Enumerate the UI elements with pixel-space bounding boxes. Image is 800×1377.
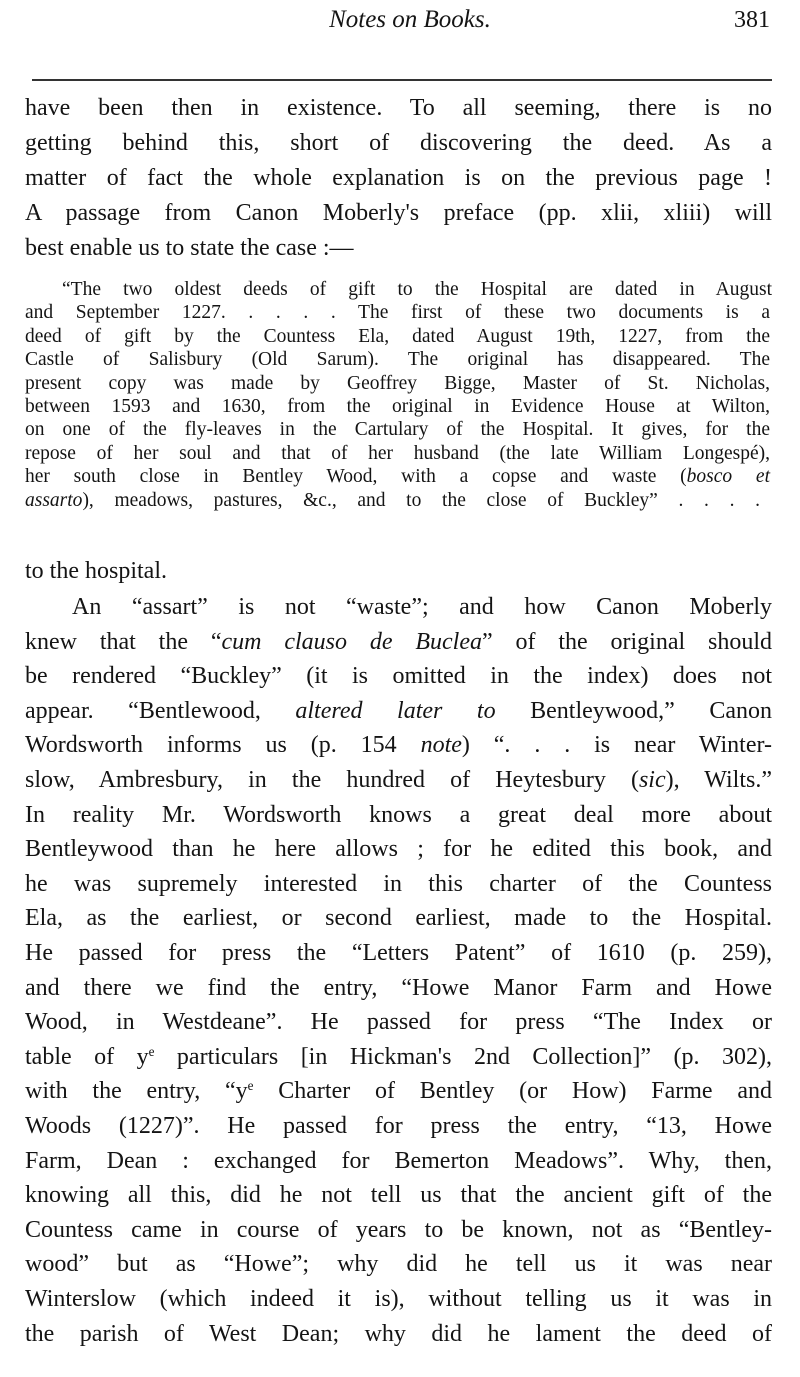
para2-line	[25, 835, 772, 864]
para2-line	[25, 1008, 772, 1037]
para1-line	[25, 164, 772, 193]
quote-line	[25, 396, 770, 419]
quote-line	[25, 349, 770, 372]
text-run: best enable us to state the case :—	[25, 235, 354, 261]
text-run: Countess came in course of years to be known, not as “Bentley-	[25, 1216, 772, 1243]
text-run: Bentleywood,” Canon	[495, 697, 772, 724]
quote-line	[25, 373, 770, 396]
text-run: Wordsworth informs us (p. 154	[25, 732, 421, 759]
quote-line	[25, 466, 770, 489]
text-run: to the hospital.	[25, 558, 167, 584]
para2-line	[25, 1320, 772, 1349]
superscript: e	[247, 1078, 254, 1094]
text-run: particulars [in Hickman's 2nd Collection]” (p. 302),	[154, 1043, 772, 1070]
text-run: table of y	[25, 1043, 149, 1070]
para2-line	[72, 593, 772, 622]
quote-line	[25, 419, 770, 442]
header-rule	[32, 79, 772, 81]
text-run: An “assart” is not “waste”; and how Canon Moberly	[72, 594, 772, 620]
para2-line	[25, 904, 772, 933]
para2-line	[25, 766, 772, 795]
italic-run: cum clauso de Buclea	[221, 628, 482, 655]
text-run: with the entry, “y	[25, 1078, 248, 1105]
text-run: repose of her soul and that of her husband (the late William Longespé),	[25, 442, 770, 464]
text-run: ), Wilts.”	[665, 767, 772, 793]
text-run: ” of the original should	[481, 628, 772, 655]
quote-line	[25, 490, 760, 513]
text-run: slow, Ambresbury, in the hundred of Heytesbury (	[25, 767, 639, 793]
para1-line	[25, 129, 772, 158]
italic-run: note	[420, 732, 462, 759]
para2-line	[25, 1181, 772, 1210]
para1-line	[25, 234, 772, 263]
para2-line	[25, 870, 772, 899]
text-run: deed of gift by the Countess Ela, dated August 19th, 1227, from the	[25, 325, 770, 347]
para1-line	[25, 199, 772, 228]
text-run: present copy was made by Geoffrey Bigge, Master of St. Nicholas,	[25, 372, 770, 394]
text-run: In reality Mr. Wordsworth knows a great deal more about	[25, 801, 772, 828]
running-title: Notes on Books.	[329, 6, 491, 33]
para2-line	[25, 1250, 772, 1279]
text-run: be rendered “Buckley” (it is omitted in the index) does not	[25, 663, 772, 690]
text-run: Wood, in Westdeane”. He passed for press “The Index or	[25, 1009, 772, 1036]
para2-line	[25, 1112, 772, 1141]
text-run: Farm, Dean : exchanged for Bemerton Meadows”. Why, then,	[25, 1147, 772, 1174]
text-run: ), meadows, pastures, &c., and to the close of Buckley” . . . .	[82, 489, 760, 511]
text-run: appear. “Bentlewood,	[25, 697, 296, 724]
text-run: knowing all this, did he not tell us that the ancient gift of the	[25, 1182, 772, 1209]
italic-run: altered later to	[295, 697, 496, 724]
para2-line	[25, 731, 772, 760]
page-number: 381	[734, 7, 770, 33]
text-run: and there we find the entry, “Howe Manor Farm and Howe	[25, 974, 772, 1001]
para2-line	[25, 1147, 772, 1176]
superscript: e	[148, 1043, 155, 1059]
text-run: ) “. . . is near Winter-	[461, 732, 773, 759]
para2-line	[25, 1285, 772, 1314]
text-run: the parish of West Dean; why did he lament the deed of	[25, 1320, 772, 1347]
text-run: Charter of Bentley (or How) Farme and	[253, 1078, 772, 1105]
text-run: and September 1227. . . . . The first of these two documents is a	[25, 302, 770, 324]
italic-run: bosco et	[686, 466, 770, 488]
text-run: “The two oldest deeds of gift to the Hospital are dated in August	[62, 279, 772, 300]
text-run: A passage from Canon Moberly's preface (pp. xlii, xliii) will	[25, 200, 772, 226]
para2-line	[25, 974, 772, 1003]
para2-line	[25, 697, 772, 726]
text-run: matter of fact the whole explanation is on the previous page !	[25, 165, 772, 191]
quote-line	[62, 279, 772, 302]
italic-run: sic	[638, 767, 666, 793]
text-run: between 1593 and 1630, from the original in Evidence House at Wilton,	[25, 396, 770, 417]
text-run: Winterslow (which indeed it is), without telling us it was in	[25, 1286, 772, 1312]
para1-line	[25, 94, 772, 123]
text-run: her south close in Bentley Wood, with a copse and waste (	[25, 466, 687, 488]
text-run: Castle of Salisbury (Old Sarum). The original has disappeared. The	[25, 349, 770, 371]
quote-line	[25, 443, 770, 466]
para2-line	[25, 1216, 772, 1245]
para2-line	[25, 1043, 772, 1072]
text-run: on one of the fly-leaves in the Cartulary of the Hospital. It gives, for the	[25, 419, 770, 441]
text-run: getting behind this, short of discovering the deed. As a	[25, 130, 772, 156]
para2-line	[25, 939, 772, 968]
after_quote-line	[25, 557, 772, 586]
text-run: Woods (1227)”. He passed for press the entry, “13, Howe	[25, 1113, 772, 1139]
quote-line	[25, 326, 770, 349]
quote-line	[25, 302, 770, 325]
para2-line	[25, 1077, 772, 1106]
text-run: wood” but as “Howe”; why did he tell us it was near	[25, 1251, 772, 1278]
text-run: Ela, as the earliest, or second earliest, made to the Hospital.	[25, 905, 772, 932]
text-run: have been then in existence. To all seeming, there is no	[25, 95, 772, 121]
text-run: He passed for press the “Letters Patent” of 1610 (p. 259),	[25, 940, 772, 966]
italic-run: assarto	[25, 489, 83, 511]
para2-line	[25, 662, 772, 691]
text-run: knew that the “	[25, 628, 222, 655]
para2-line	[25, 801, 772, 830]
text-run: Bentleywood than he here allows ; for he edited this book, and	[25, 836, 772, 863]
para2-line	[25, 628, 772, 657]
text-run: he was supremely interested in this charter of the Countess	[25, 870, 772, 897]
